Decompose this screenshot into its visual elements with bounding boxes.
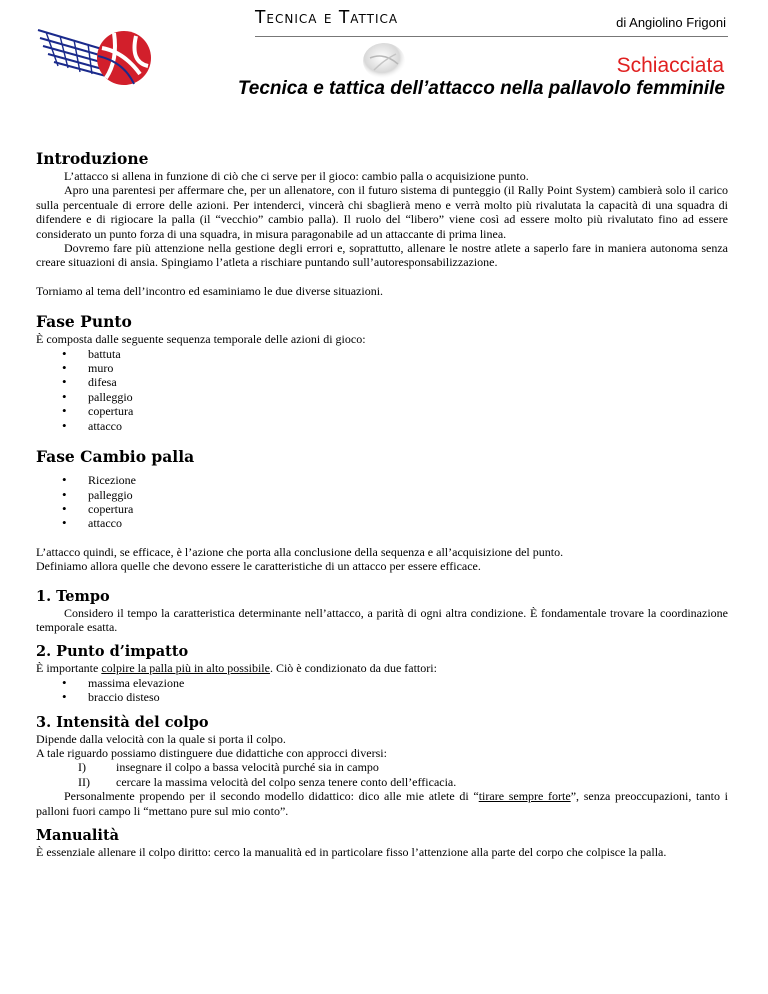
list-item: • copertura — [88, 502, 728, 516]
item-text: cercare la massima velocità del colpo senza tenere conto dell’efficacia. — [116, 774, 457, 789]
paragraph: L’attacco quindi, se efficace, è l’azione che porta alla conclusione della sequenza e all’acquisizione del punto. — [36, 544, 564, 559]
paragraph: Dipende dalla velocità con la quale si porta il colpo. — [36, 731, 286, 746]
article-body — [36, 149, 728, 859]
paragraph: Definiamo allora quelle che devono essere le caratteristiche di un attacco per essere efficace. — [36, 559, 481, 574]
item-number: I) — [78, 760, 86, 775]
paragraph: È composta dalle seguente sequenza temporale delle azioni di gioco: — [36, 332, 366, 347]
list-item: • battuta — [88, 347, 728, 361]
item-number: II) — [78, 774, 90, 789]
list-item: • attacco — [88, 516, 728, 530]
list-item: • palleggio — [88, 390, 728, 404]
text-span: Personalmente propendo per il secondo modello didattico: dico alle mie atlete di “ — [64, 789, 479, 804]
header-author: di Angiolino Frigoni — [616, 15, 726, 30]
document-subtitle: Tecnica e tattica dell’attacco nella pallavolo femminile — [237, 78, 725, 99]
paragraph: Dovremo fare più attenzione nella gestione degli errori e, soprattutto, allenare le nostre atlete a saperlo fare in maniera autonoma senza creare situazioni di ansia. Spingiamo l’atleta a rischiare puntando sull’autoresponsabilizzazione. — [36, 241, 728, 270]
section-heading-tempo: 1. Tempo — [36, 587, 110, 605]
list-item: • attacco — [88, 419, 728, 433]
section-heading-fase-cambio: Fase Cambio palla — [36, 447, 195, 467]
section-heading-intensita: 3. Intensità del colpo — [36, 713, 209, 731]
numbered-item — [36, 760, 728, 774]
section-heading-manualita: Manualità — [36, 827, 120, 844]
underlined-text: colpire la palla più in alto possibile — [101, 661, 270, 676]
header-divider — [255, 36, 728, 37]
list-item: • massima elevazione — [88, 676, 728, 690]
numbered-item — [36, 775, 728, 789]
section-heading-introduzione: Introduzione — [36, 149, 149, 168]
list-item: • Ricezione — [88, 473, 728, 487]
item-text: insegnare il colpo a bassa velocità purché sia in campo — [116, 760, 379, 775]
list-item: • braccio disteso — [88, 690, 728, 704]
header-title: Tecnica e Tattica — [255, 7, 399, 29]
volleyball-logo-icon — [36, 22, 154, 92]
paragraph — [36, 661, 728, 675]
paragraph: L’attacco si allena in funzione di ciò che ci serve per il gioco: cambio palla o acquisizione punto. — [64, 169, 529, 183]
section-heading-punto-impatto: 2. Punto d’impatto — [36, 643, 189, 661]
ball-emblem-icon — [362, 42, 406, 80]
text-span: ”, senza preoccupazioni, tanto i palloni fuori campo li “mettano pure sul mio conto”. — [36, 789, 729, 818]
list-item: • muro — [88, 361, 728, 375]
paragraph: È essenziale allenare il colpo diritto: cerco la manualità ed in particolare fisso l’attenzione alla parte del corpo che colpisce la palla. — [36, 845, 667, 859]
list-item: • palleggio — [88, 488, 728, 502]
paragraph — [36, 789, 728, 818]
underlined-text: tirare sempre forte — [478, 789, 571, 804]
paragraph: Torniamo al tema dell’incontro ed esaminiamo le due diverse situazioni. — [36, 283, 384, 298]
section-heading-fase-punto: Fase Punto — [36, 312, 132, 332]
paragraph: Apro una parentesi per affermare che, per un allenatore, con il futuro sistema di punteggio (il Rally Point System) cambierà solo il carico sulla percentuale di errore delle azioni. Per intenderci, vincerà chi sbaglierà meno e verrà molto più rivalutata la capacità di una squadra di difendere e di rigiocare la palla (il “vecchio” cambio palla). Il ruolo del “libero” viene così ad essere molto più rivalutato fino ad essere considerato un punto forza di una squadra, in misura paragonabile ad un attaccante di prima linea. — [36, 183, 728, 241]
list-item: • copertura — [88, 404, 728, 418]
text-span: . Ciò è condizionato da due fattori: — [269, 661, 437, 676]
list-item: • difesa — [88, 375, 728, 389]
text-span: È importante — [36, 661, 102, 676]
fase-punto-list — [36, 347, 728, 433]
fase-cambio-list — [36, 473, 728, 531]
punto-impatto-list — [36, 676, 728, 705]
paragraph: A tale riguardo possiamo distinguere due didattiche con approcci diversi: — [36, 745, 387, 760]
document-title: Schiacciata — [616, 54, 724, 77]
paragraph: Considero il tempo la caratteristica determinante nell’attacco, a parità di ogni altra condizione. È fondamentale trovare la coordinazione temporale esatta. — [36, 605, 728, 634]
